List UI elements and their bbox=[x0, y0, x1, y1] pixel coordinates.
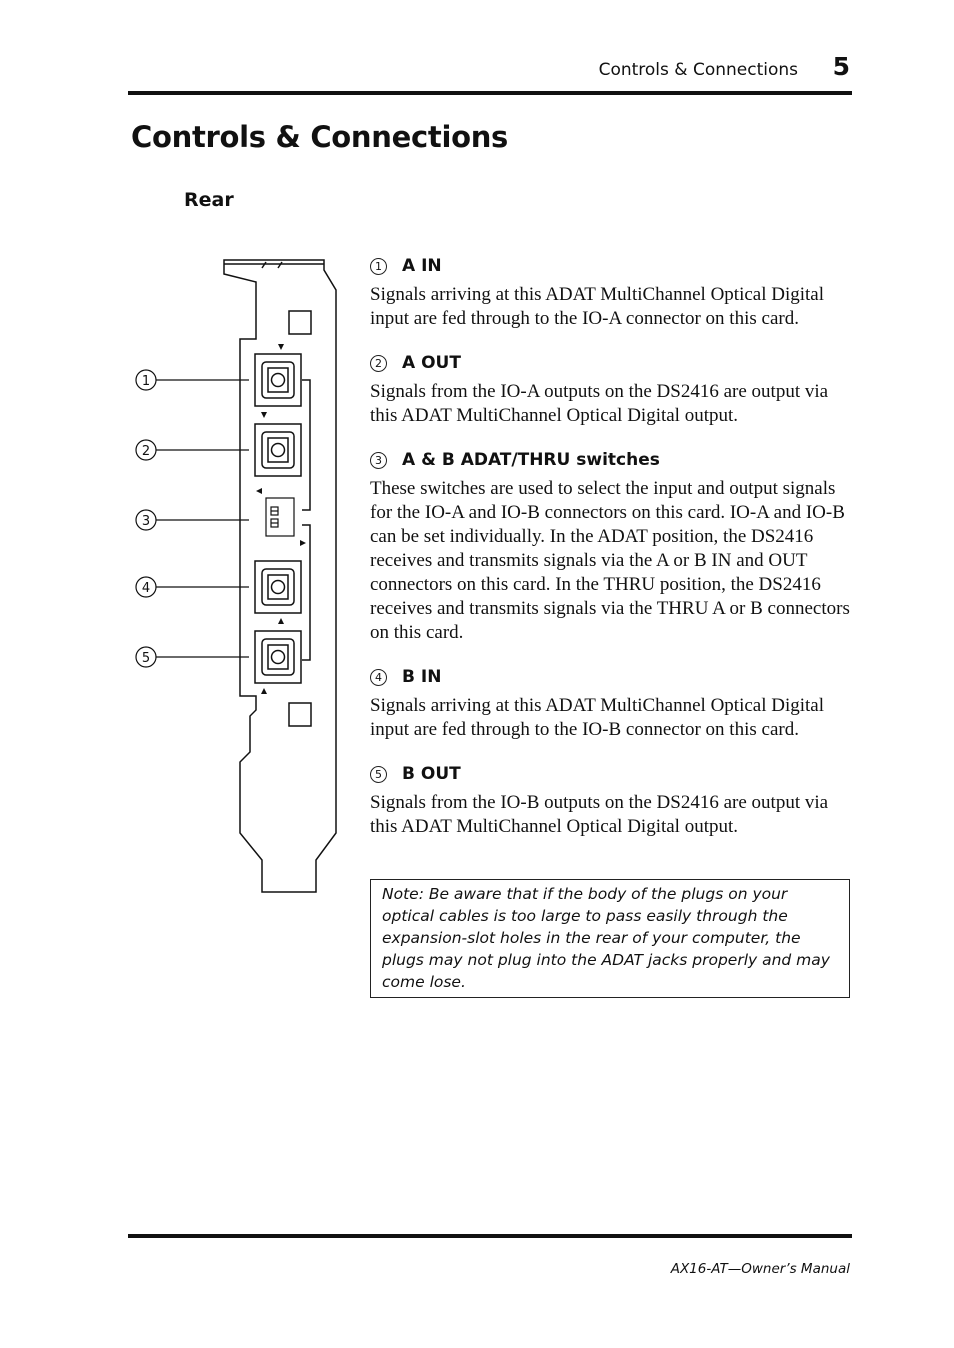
callout-1: 1 bbox=[141, 374, 151, 389]
item-body: Signals from the IO-A outputs on the DS2416 are output via this ADAT MultiChannel Optical Digital output. bbox=[370, 381, 829, 426]
connector-b-out bbox=[255, 631, 301, 683]
item-title: B IN bbox=[402, 667, 442, 687]
callout-4: 4 bbox=[141, 581, 151, 596]
connector-b-in bbox=[255, 561, 301, 613]
item-body: Signals arriving at this ADAT MultiChannel Optical Digital input are fed through to the IO-B connector on this card. bbox=[370, 695, 825, 740]
item-a-out bbox=[370, 349, 850, 428]
top-window bbox=[289, 311, 311, 334]
bracket-outline bbox=[224, 260, 336, 892]
item-a-in bbox=[370, 252, 850, 331]
item-body: Signals arriving at this ADAT MultiChannel Optical Digital input are fed through to the IO-A connector on this card. bbox=[370, 284, 825, 329]
rear-bracket-diagram bbox=[128, 250, 348, 900]
callout-2: 2 bbox=[141, 444, 151, 459]
item-body: These switches are used to select the input and output signals for the IO-A and IO-B connectors on this card. IO-A and IO-B can be set individually. In the ADAT position, the DS2416 receives and transmits signals via the A or B IN and OUT connectors on this card. In the THRU position, the DS2416 receives and transmits signals via the THRU A or B connectors on this card. bbox=[370, 478, 850, 643]
connector-a-in bbox=[255, 354, 301, 406]
connector-a-out bbox=[255, 424, 301, 476]
item-number: 5 bbox=[370, 766, 387, 783]
item-number: 3 bbox=[370, 452, 387, 469]
page-title: Controls & Connections bbox=[131, 120, 509, 154]
section-heading: Rear bbox=[184, 189, 234, 211]
item-title: A IN bbox=[402, 256, 442, 276]
item-b-out bbox=[370, 760, 850, 839]
footer-rule bbox=[128, 1234, 852, 1238]
item-title: A OUT bbox=[402, 353, 461, 373]
callout-5: 5 bbox=[141, 651, 151, 666]
footer-manual-title: AX16-AT—Owner’s Manual bbox=[670, 1261, 850, 1277]
adat-thru-switches bbox=[266, 498, 294, 536]
item-title: B OUT bbox=[402, 764, 461, 784]
page-number: 5 bbox=[832, 52, 850, 81]
item-title: A & B ADAT/THRU switches bbox=[402, 450, 660, 470]
running-header-title: Controls & Connections bbox=[598, 60, 798, 80]
item-body: Signals from the IO-B outputs on the DS2416 are output via this ADAT MultiChannel Optical Digital output. bbox=[370, 792, 829, 837]
callout-3: 3 bbox=[141, 514, 151, 529]
item-number: 2 bbox=[370, 355, 387, 372]
header-rule bbox=[128, 91, 852, 95]
connection-descriptions bbox=[370, 252, 850, 857]
item-b-in bbox=[370, 663, 850, 742]
note-box: Note: Be aware that if the body of the plugs on your optical cables is too large to pass easily through the expansion-slot holes in the rear of your computer, the plugs may not plug into the ADAT jacks properly and may come lose. bbox=[370, 879, 850, 998]
bottom-window bbox=[289, 703, 311, 726]
item-number: 4 bbox=[370, 669, 387, 686]
item-adat-thru-switches bbox=[370, 446, 850, 645]
item-number: 1 bbox=[370, 258, 387, 275]
